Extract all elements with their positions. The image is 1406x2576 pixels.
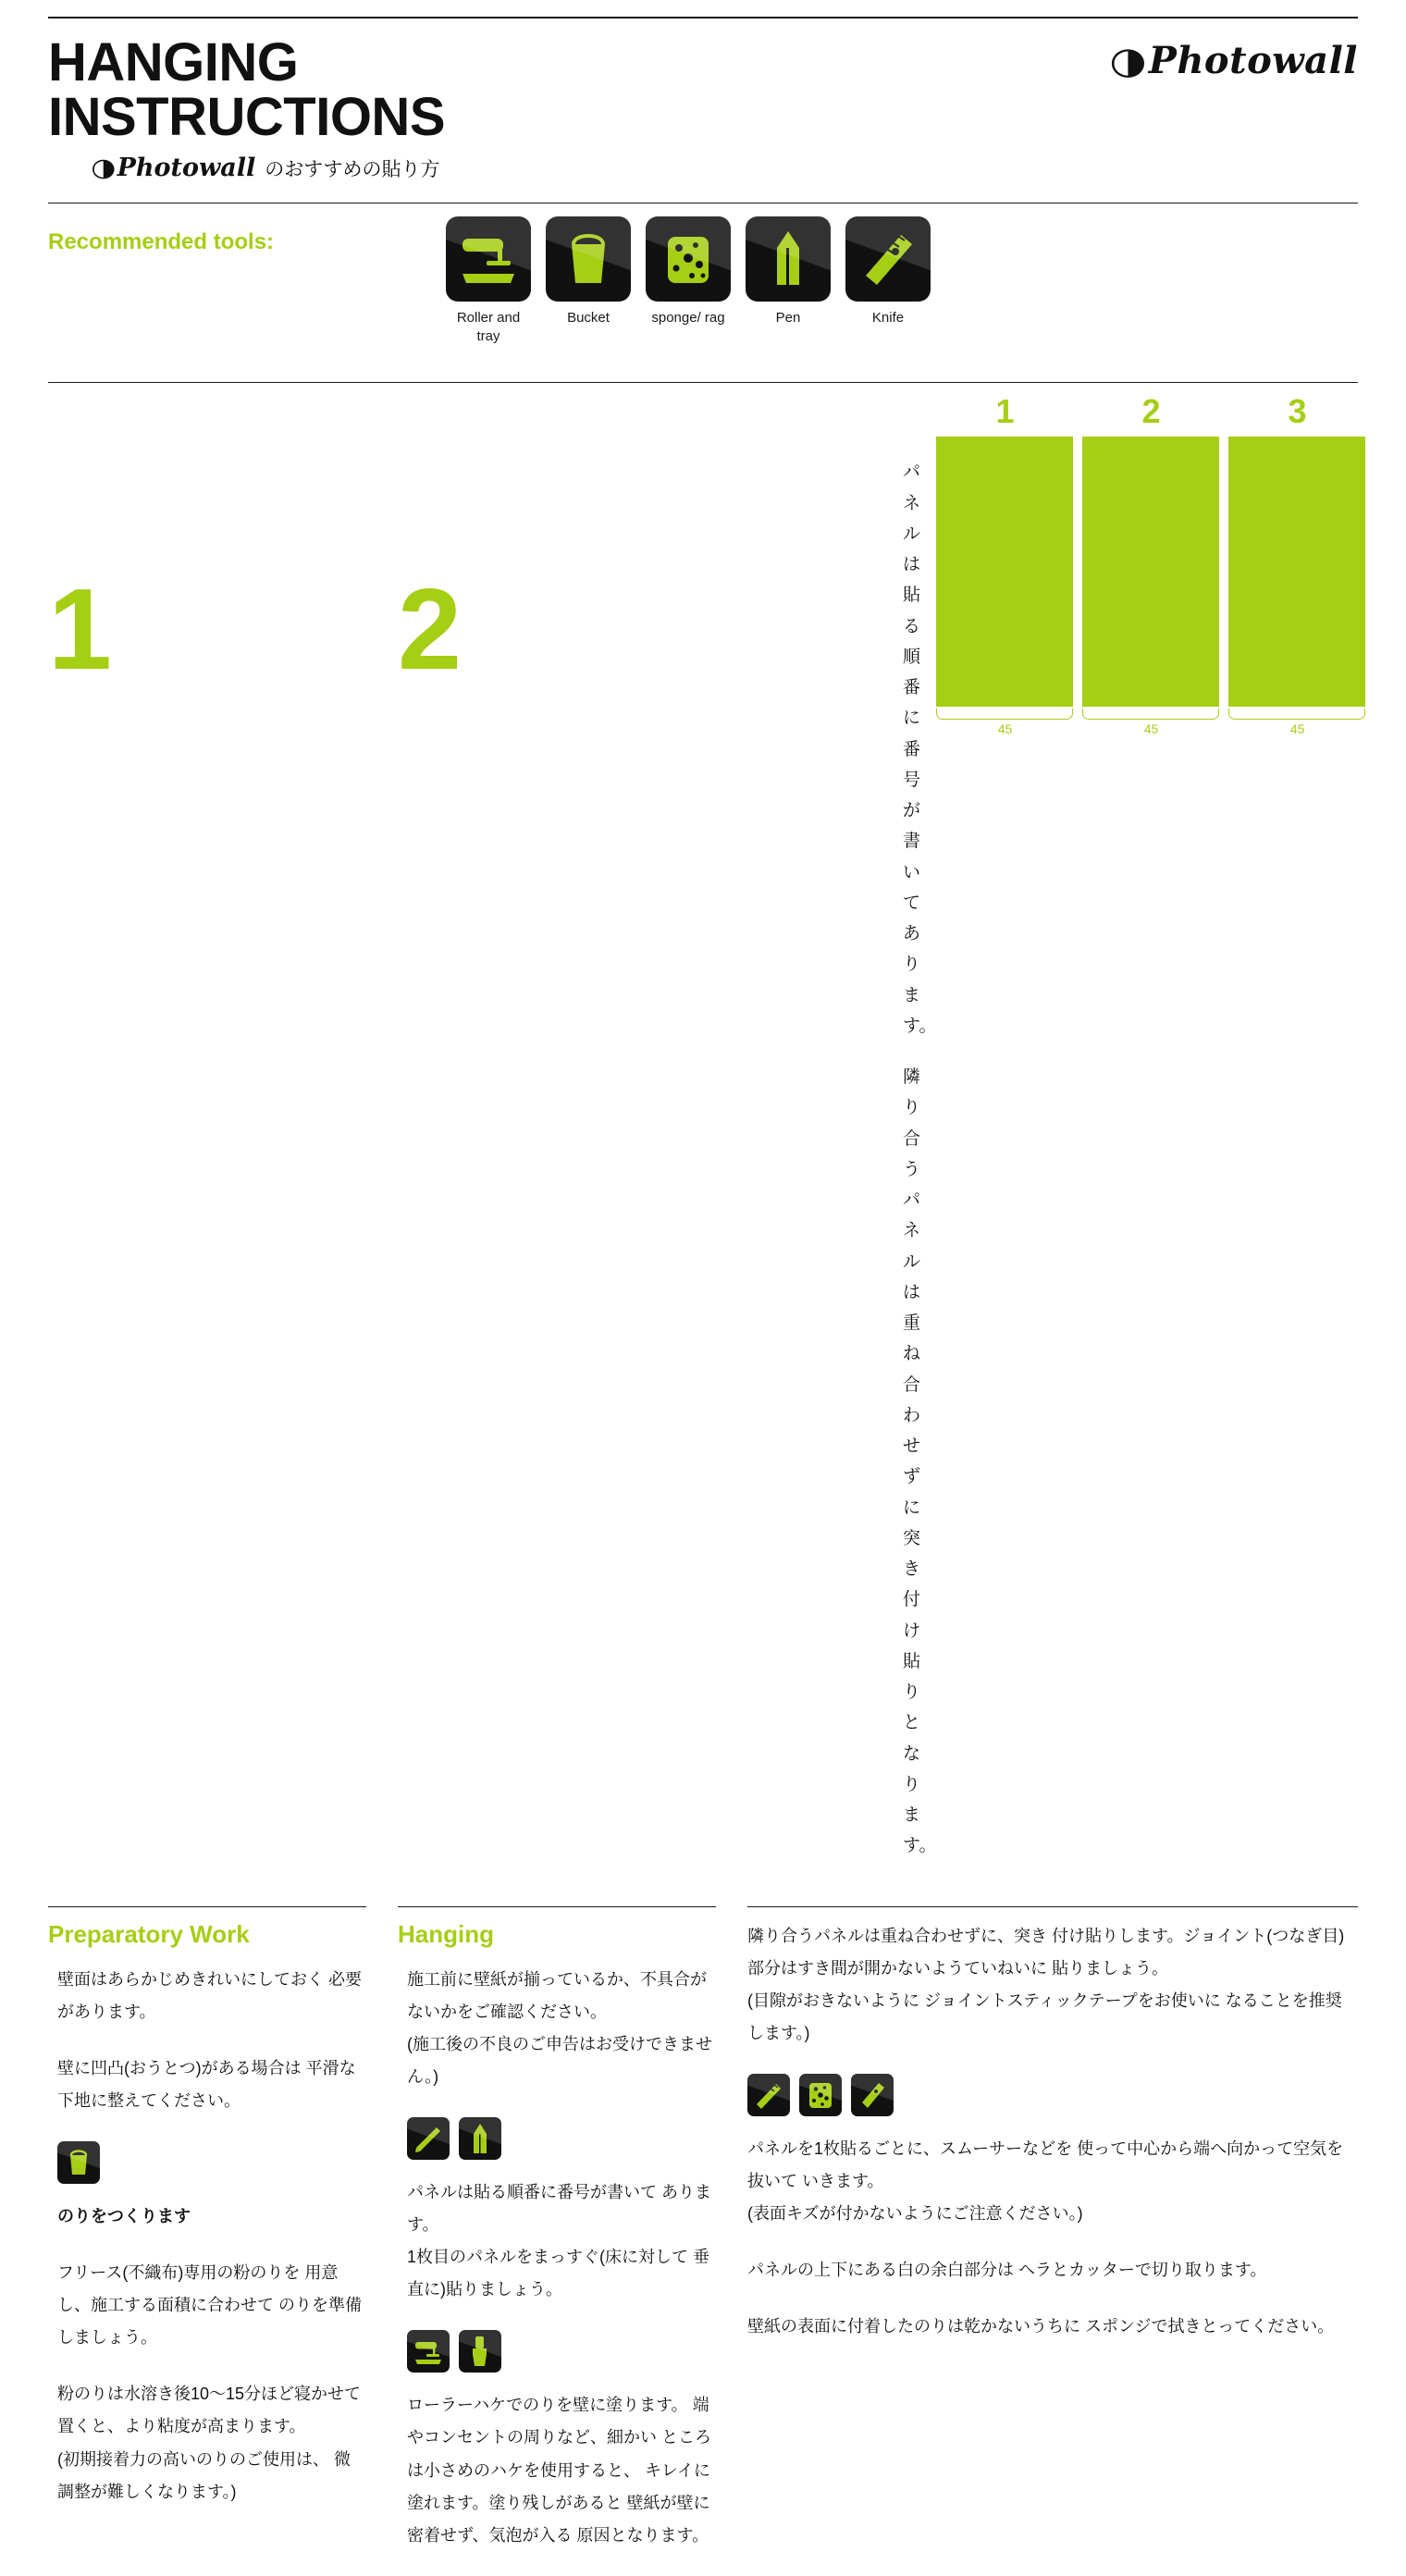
tool-caption: Knife	[871, 310, 905, 327]
prep-heading: Preparatory Work	[48, 1919, 250, 1948]
hanging-para-2: (施工後の不良のご申告はお受けできません。)	[407, 2034, 712, 2086]
steps-band	[48, 382, 1358, 1881]
tool-pen	[746, 216, 831, 345]
knife-icon	[747, 2074, 790, 2116]
panel-number: 3	[1288, 392, 1307, 431]
tool-knife	[845, 216, 931, 345]
tool-caption: Bucket	[567, 310, 610, 327]
subtitle-text: のおすすめの貼り方	[265, 159, 440, 181]
panel-note-1: パネルは貼る順番に 番号が書いてあります。	[903, 462, 937, 1036]
joints-para-5: パネルの上下にある白の余白部分は ヘラとカッターで切り取ります。	[747, 2261, 1267, 2280]
recommended-tools-label: Recommended tools:	[48, 229, 275, 255]
bucket-icon	[57, 2141, 100, 2184]
page-title-line-2: INSTRUCTIONS	[48, 87, 445, 148]
joints-para-3: パネルを1枚貼るごとに、スムーサーなどを 使って中心から端へ向かって空気を抜いて いきます。	[747, 2138, 1344, 2191]
hanging-icon-row-2	[407, 2330, 716, 2373]
joints-para-6: 壁紙の表面に付着したのりは乾かないうちに スポンジで拭きとってください。	[747, 2317, 1335, 2336]
panel-number: 2	[1141, 392, 1161, 431]
joints-para-2: (目隙がおきないように ジョイントスティックテープをお使いに なることを推奨します。)	[747, 1991, 1342, 2042]
tool-caption: sponge/ rag	[651, 310, 725, 327]
header	[48, 18, 1358, 148]
column-divider	[747, 1906, 1358, 1907]
photowall-logo-text: Photowall	[1148, 39, 1358, 82]
photowall-logo-mark-small: ◑	[91, 154, 117, 183]
step-2-number: 2	[398, 566, 462, 695]
pen-icon	[407, 2117, 450, 2160]
pen-icon	[459, 2117, 501, 2160]
panel	[1228, 437, 1365, 707]
roller-and-tray-icon	[446, 216, 531, 302]
instruction-sheet	[0, 17, 1406, 2576]
joints-para-1: 隣り合うパネルは重ね合わせずに、突き 付け貼りします。ジョイント(つなぎ目) 部分はすき間が開かないようていねいに 貼りましょう。	[747, 1926, 1345, 1978]
prep-icon-row	[57, 2141, 366, 2184]
panel-width-value: 45	[1289, 721, 1305, 737]
panel-diagram-notes	[903, 457, 936, 1881]
joints-para-4: (表面キズが付かないようにご注意ください。)	[747, 2204, 1083, 2224]
tool-caption: Roller and tray	[456, 310, 521, 344]
panel-width-value: 45	[997, 721, 1013, 737]
instruction-columns	[48, 1906, 1358, 2576]
tool-roller-and-tray	[446, 216, 531, 345]
hanging-para-1: 施工前に壁紙が揃っているか、不具合が ないかをご確認ください。	[407, 1969, 707, 2021]
panel-numbers	[936, 392, 1365, 431]
photowall-logo-text-small: Photowall	[117, 154, 256, 183]
column-divider	[398, 1906, 716, 1907]
prep-para-5: (初期接着力の高いのりのご使用は、 微調整が難しくなります。)	[57, 2449, 351, 2501]
step-1-number: 1	[48, 566, 112, 695]
tool-sponge-rag	[646, 216, 731, 345]
pen-icon	[746, 216, 831, 302]
brush-icon	[459, 2330, 501, 2373]
panel-number: 1	[995, 392, 1015, 431]
tools-list	[446, 216, 931, 345]
panel-diagram	[747, 383, 1358, 1881]
panels	[936, 437, 1365, 707]
hanging-para-3: パネルは貼る順番に番号が書いて あります。	[407, 2182, 711, 2235]
panel	[936, 437, 1073, 707]
prep-para-4: 粉のりは水溶き後10〜15分ほど寝かせて 置くと、より粘度が高まります。	[57, 2385, 362, 2436]
prep-para-2: 壁に凹凸(おうとつ)がある場合は 平滑な下地に整えてください。	[57, 2058, 356, 2110]
column-divider	[48, 1906, 366, 1907]
knife-icon	[851, 2074, 894, 2116]
panel-note-2: 隣り合うパネルは 重ね合わせずに突き 付け貼りとなります。	[903, 1067, 937, 1856]
recommended-tools-section	[48, 203, 1358, 345]
page-title	[48, 32, 445, 148]
step-1-number-col	[48, 383, 398, 1881]
column-hanging	[398, 1906, 747, 2576]
photowall-logo-mark: ◑	[1109, 40, 1148, 82]
panel	[1082, 437, 1219, 707]
roller-and-tray-icon	[407, 2330, 450, 2373]
knife-icon	[845, 216, 931, 302]
joints-icon-row	[747, 2074, 1358, 2116]
step-2-number-col	[398, 383, 747, 1881]
panel-width-value: 45	[1143, 721, 1159, 737]
sponge-rag-icon	[646, 216, 731, 302]
column-joints	[747, 1906, 1358, 2576]
prep-bold-line: のりをつくります	[57, 2206, 191, 2225]
logo	[1109, 39, 1358, 82]
panel-dimensions	[936, 709, 1365, 744]
subtitle	[92, 154, 1358, 182]
column-preparatory-work	[48, 1906, 398, 2576]
prep-para-1: 壁面はあらかじめきれいにしておく 必要があります。	[57, 1969, 362, 2021]
hanging-para-5: ローラーハケでのりを壁に塗ります。 端やコンセントの周りなど、細かい ところは小さめのハケを使用すると、 キレイに塗れます。塗り残しがあると 壁紙が壁に密着せず、気泡が入る 原因となります。	[407, 2396, 711, 2545]
tool-bucket	[546, 216, 631, 345]
hanging-heading: Hanging	[398, 1919, 494, 1948]
sponge-rag-icon	[799, 2074, 842, 2116]
prep-para-3: フリース(不織布)専用の粉のりを 用意し、施工する面積に合わせて のりを準備しましょう。	[57, 2263, 362, 2348]
page-title-line-1: HANGING	[48, 32, 299, 92]
hanging-icon-row-1	[407, 2117, 716, 2160]
bucket-icon	[546, 216, 631, 302]
tool-caption: Pen	[775, 310, 801, 327]
hanging-para-4: 1枚目のパネルをまっすぐ(床に対して 垂直に)貼りましょう。	[407, 2248, 710, 2299]
